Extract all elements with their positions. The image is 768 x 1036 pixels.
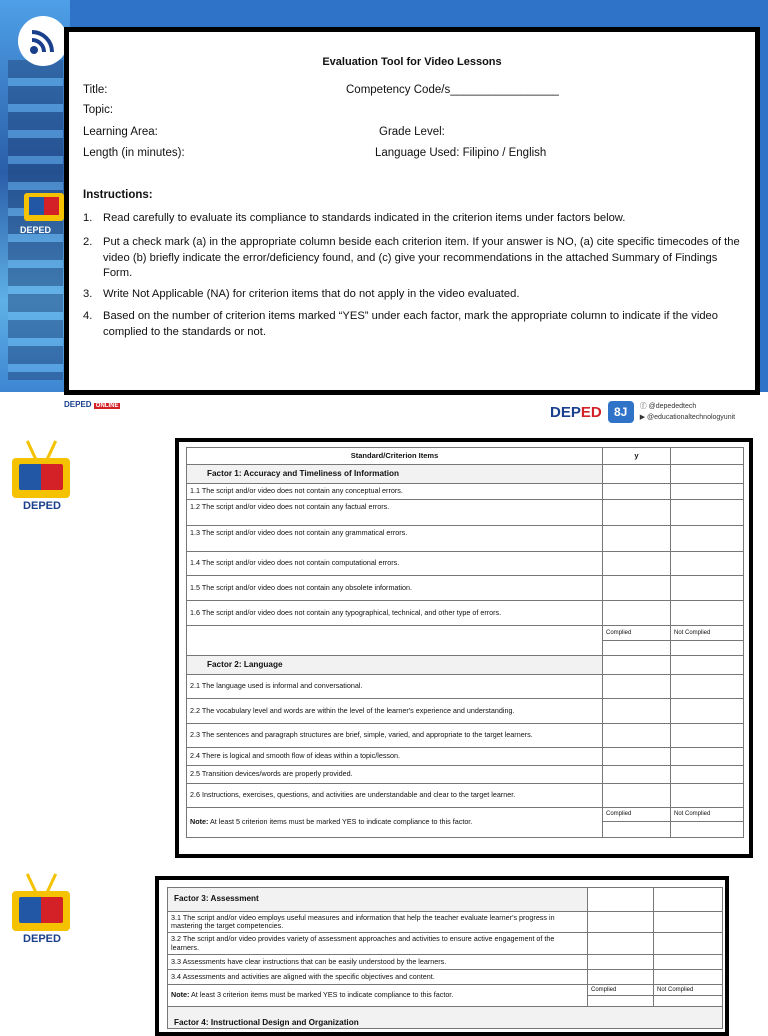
instructions-document <box>64 27 760 395</box>
factor-2-title: Factor 2: Language <box>187 656 603 675</box>
factor-1-title: Factor 1: Accuracy and Timeliness of Information <box>187 465 603 484</box>
checkbox-cell[interactable] <box>603 484 671 500</box>
checkbox-cell[interactable] <box>671 822 744 838</box>
checkbox-cell[interactable] <box>603 500 671 526</box>
checkbox-cell[interactable] <box>603 766 671 784</box>
field-learning-area: Learning Area: <box>83 126 158 138</box>
complied-label: Complied <box>588 985 654 996</box>
table-row: 1.6 The script and/or video does not contain any typographical, technical, and other type of errors. <box>187 601 744 626</box>
not-complied-label: Not Complied <box>654 985 723 996</box>
field-grade-level: Grade Level: <box>379 126 445 138</box>
deped-logo: DEPED <box>550 403 602 421</box>
checkbox-cell[interactable] <box>603 675 671 699</box>
table-row: 3.1 The script and/or video employs useful measures and information that help the teacher evaluate learner's progress in mastering the target competencies. <box>168 912 723 933</box>
checkbox-cell[interactable] <box>671 724 744 748</box>
field-length: Length (in minutes): <box>83 147 185 159</box>
checkbox-cell[interactable] <box>603 601 671 626</box>
instruction-4: 4. Based on the number of criterion items marked “YES” under each factor, mark the appropriate column to indicate if the video complied to the standards or not. <box>83 310 719 338</box>
checkbox-cell[interactable] <box>603 699 671 724</box>
deped-caption: DEPED <box>20 225 52 235</box>
checkbox-cell[interactable] <box>603 822 671 838</box>
youtube-handle: @educationaltechnologyunit <box>647 414 736 421</box>
note-row <box>187 808 744 822</box>
factor-3-note: Note: At least 3 criterion items must be marked YES to indicate compliance to this factor. <box>168 985 588 1007</box>
deped-tv-caption: DEPED <box>23 933 61 945</box>
field-topic: Topic: <box>83 104 114 116</box>
table-row: 1.2 The script and/or video does not contain any factual errors. <box>187 500 744 526</box>
instruction-3: 3. Write Not Applicable (NA) for criterion items that do not apply in the video evaluated. <box>83 288 520 300</box>
wifi-icon <box>18 16 68 66</box>
deped-tv-caption: DEPED <box>23 500 61 512</box>
table-row: 2.3 The sentences and paragraph structures are brief, simple, varied, and appropriate to the target learners. <box>187 724 744 748</box>
checkbox-cell[interactable] <box>654 996 723 1007</box>
checkbox-cell[interactable] <box>588 912 654 933</box>
checkbox-cell[interactable] <box>603 748 671 766</box>
checkbox-cell[interactable] <box>654 912 723 933</box>
table-row: 3.2 The script and/or video provides variety of assessment approaches and activities to ensure active engagement of the learners. <box>168 933 723 955</box>
table-row: 3.4 Assessments and activities are aligned with the specific objectives and content. <box>168 970 723 985</box>
social-handles <box>640 401 735 423</box>
instruction-1: 1. Read carefully to evaluate its compliance to standards indicated in the criterion items under factors below. <box>83 212 626 224</box>
checkbox-cell[interactable] <box>671 675 744 699</box>
criteria-table-2 <box>167 887 723 1029</box>
checkbox-cell[interactable] <box>671 784 744 808</box>
table-row: 2.2 The vocabulary level and words are within the level of the learner's experience and understanding. <box>187 699 744 724</box>
not-complied-label: Not Complied <box>671 626 744 641</box>
youtube-icon: ▶ <box>639 414 646 421</box>
compliance-row <box>187 626 744 641</box>
deped-online-logo: DEPED ONLINE <box>64 400 119 409</box>
checkbox-cell[interactable] <box>603 641 671 656</box>
field-language: Language Used: Filipino / English <box>375 147 547 159</box>
checkbox-cell[interactable] <box>671 552 744 576</box>
table-row: 2.4 There is logical and smooth flow of ideas within a topic/lesson. <box>187 748 744 766</box>
factor-row <box>168 888 723 912</box>
checkbox-cell[interactable] <box>588 933 654 955</box>
checkbox-cell[interactable] <box>671 576 744 601</box>
checkbox-cell[interactable] <box>671 601 744 626</box>
checkbox-cell[interactable] <box>671 526 744 552</box>
checkbox-cell[interactable] <box>671 484 744 500</box>
checkbox-cell[interactable] <box>603 552 671 576</box>
checkbox-cell[interactable] <box>588 970 654 985</box>
not-complied-label: Not Complied <box>671 808 744 822</box>
table-header-row <box>187 448 744 465</box>
instructions-heading: Instructions: <box>83 189 153 201</box>
checkbox-cell[interactable] <box>654 933 723 955</box>
checkbox-cell[interactable] <box>603 526 671 552</box>
table-row: 2.1 The language used is informal and conversational. <box>187 675 744 699</box>
field-title: Title: <box>83 84 108 96</box>
facebook-handle: @depededtech <box>648 403 697 410</box>
checkbox-cell[interactable] <box>671 699 744 724</box>
field-competency: Competency Code/s_________________ <box>346 84 559 96</box>
tv-icon <box>12 458 70 498</box>
edtech-logo-icon: 8J <box>608 401 634 423</box>
table-row: 3.3 Assessments have clear instructions that can be easily understood by the learners. <box>168 955 723 970</box>
document-title: Evaluation Tool for Video Lessons <box>322 56 502 68</box>
facebook-icon: ⓕ <box>639 403 647 410</box>
footer-branding <box>550 396 735 428</box>
tv-icon <box>12 891 70 931</box>
checkbox-cell[interactable] <box>671 500 744 526</box>
checkbox-cell[interactable] <box>603 576 671 601</box>
checkbox-cell[interactable] <box>603 784 671 808</box>
factor-3-title: Factor 3: Assessment <box>168 888 588 912</box>
instruction-2: 2. Put a check mark (a) in the appropriate column beside each criterion item. If your answer is NO, (a) cite specific timecodes of the video (b) briefly indicate the error/deficiency found, and (c) give your recommendations in the attached Summary of Findings Form. <box>83 236 740 279</box>
checkbox-cell[interactable] <box>671 748 744 766</box>
checkbox-cell[interactable] <box>654 970 723 985</box>
factor-4-title: Factor 4: Instructional Design and Organization <box>168 1007 723 1029</box>
table-row: 2.6 Instructions, exercises, questions, and activities are understandable and clear to the target learner. <box>187 784 744 808</box>
criteria-table-frame-2 <box>155 876 729 1036</box>
criteria-table-frame-1 <box>175 438 753 858</box>
header-yes: y <box>603 448 671 465</box>
criteria-table-1 <box>186 447 744 838</box>
deped-tv-logo <box>8 440 76 516</box>
slide-instructions <box>0 0 768 430</box>
factor-row <box>168 1007 723 1029</box>
factor-2-note: Note: At least 5 criterion items must be marked YES to indicate compliance to this factor. <box>187 808 603 838</box>
table-row: 1.1 The script and/or video does not contain any conceptual errors. <box>187 484 744 500</box>
checkbox-cell[interactable] <box>671 766 744 784</box>
checkbox-cell[interactable] <box>671 641 744 656</box>
checkbox-cell[interactable] <box>603 724 671 748</box>
checkbox-cell[interactable] <box>654 955 723 970</box>
table-row: 1.4 The script and/or video does not contain computational errors. <box>187 552 744 576</box>
factor-row <box>187 656 744 675</box>
deped-tv-logo <box>8 873 76 949</box>
checkbox-cell[interactable] <box>588 996 654 1007</box>
factor-row <box>187 465 744 484</box>
table-row: 2.5 Transition devices/words are properly provided. <box>187 766 744 784</box>
complied-label: Complied <box>603 808 671 822</box>
checkbox-cell[interactable] <box>588 955 654 970</box>
table-row: 1.3 The script and/or video does not contain any grammatical errors. <box>187 526 744 552</box>
complied-label: Complied <box>603 626 671 641</box>
note-row <box>168 985 723 996</box>
table-row: 1.5 The script and/or video does not contain any obsolete information. <box>187 576 744 601</box>
header-criterion: Standard/Criterion Items <box>187 448 603 465</box>
